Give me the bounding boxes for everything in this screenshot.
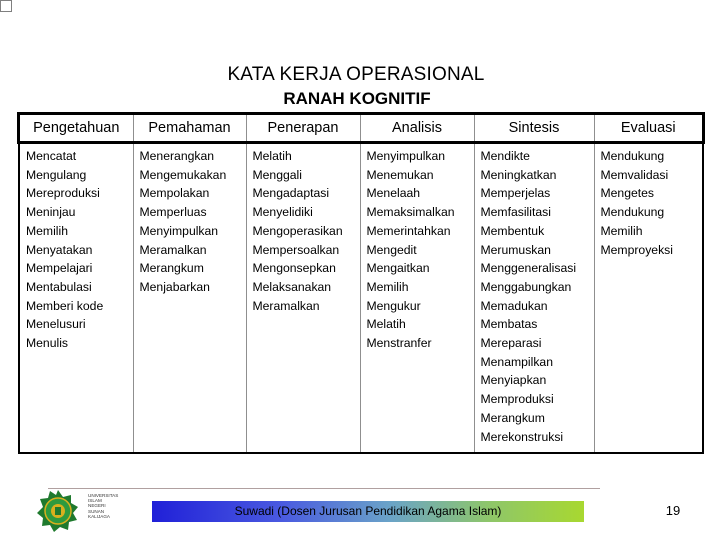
list-item: Mentabulasi — [26, 279, 92, 294]
list-item: Mempelajari — [26, 261, 93, 276]
column-header-pengetahuan: Pengetahuan — [19, 114, 133, 142]
list-item: Mempersoalkan — [252, 242, 340, 257]
list-item: Mendikte — [480, 149, 530, 163]
list-item: Memfasilitasi — [480, 205, 551, 220]
footer-gradient-bar — [152, 501, 584, 522]
list-item: Memerintahkan — [366, 223, 451, 238]
list-item: Melatih — [366, 317, 406, 332]
column-header-sintesis: Sintesis — [474, 114, 594, 142]
list-item: Menelaah — [366, 186, 421, 201]
list-item: Menemukan — [366, 167, 434, 182]
list-item: Melaksanakan — [252, 279, 332, 294]
corner-square-decoration — [0, 0, 12, 12]
list-item: Mengetes — [600, 186, 655, 201]
institution-name-line: SUNAN — [88, 508, 105, 514]
list-item: Menggali — [252, 167, 302, 182]
list-item: Memperluas — [139, 205, 207, 220]
institution-name-line: NEGERI — [88, 503, 106, 509]
list-item: Membatas — [480, 317, 538, 332]
list-item: Merekonstruksi — [480, 429, 564, 444]
column-cell-evaluasi — [594, 142, 703, 453]
list-item: Mendukung — [600, 149, 665, 163]
university-logo-icon — [36, 489, 80, 533]
list-item: Memaksimalkan — [366, 205, 455, 220]
list-item: Memadukan — [480, 298, 548, 313]
list-item: Mengulang — [26, 167, 87, 182]
list-item: Mengemukakan — [139, 167, 227, 182]
list-item: Merangkum — [139, 261, 204, 276]
list-item: Melatih — [252, 149, 292, 163]
column-cell-pemahaman — [133, 142, 246, 453]
footer-divider — [48, 488, 600, 489]
list-item: Meramalkan — [252, 298, 320, 313]
list-item: Mengonsepkan — [252, 261, 336, 276]
list-item: Memilih — [600, 223, 643, 238]
list-item: Menjabarkan — [139, 279, 210, 294]
list-item: Merangkum — [480, 410, 545, 425]
institution-name-line: KALIJAGA — [88, 513, 110, 519]
column-cell-sintesis — [474, 142, 594, 453]
column-header-analisis: Analisis — [360, 114, 474, 142]
footer-caption: Suwadi (Dosen Jurusan Pendidikan Agama Islam) — [234, 504, 502, 518]
list-item: Menerangkan — [139, 149, 215, 163]
list-item: Mengaitkan — [366, 261, 430, 276]
list-item: Menyimpulkan — [139, 223, 219, 238]
slide-title: KATA KERJA OPERASIONAL — [227, 64, 485, 85]
list-item: Menyatakan — [26, 242, 93, 257]
list-item: Memperjelas — [480, 186, 551, 201]
list-item: Menyimpulkan — [366, 149, 446, 163]
list-item: Mendukung — [600, 205, 665, 220]
column-header-evaluasi: Evaluasi — [594, 114, 703, 142]
list-item: Memilih — [26, 223, 68, 238]
list-item: Meninjau — [26, 205, 76, 220]
institution-name-line: ISLAM — [88, 498, 102, 504]
list-item: Menelusuri — [26, 317, 86, 332]
page-number: 19 — [665, 503, 681, 518]
list-item: Menyelidiki — [252, 205, 313, 220]
list-item: Menyiapkan — [480, 373, 547, 388]
institution-name-line: UNIVERSITAS — [88, 493, 119, 498]
column-header-penerapan: Penerapan — [246, 114, 360, 142]
list-item: Memvalidasi — [600, 167, 669, 182]
list-item: Mengedit — [366, 242, 417, 257]
slide-subtitle: RANAH KOGNITIF — [283, 89, 431, 108]
list-item: Menggabungkan — [480, 279, 572, 294]
column-cell-pengetahuan — [19, 142, 133, 453]
list-item: Membentuk — [480, 223, 545, 238]
list-item: Menampilkan — [480, 354, 553, 369]
list-item: Merumuskan — [480, 242, 551, 257]
list-item: Memberi kode — [26, 298, 104, 313]
list-item: Menggeneralisasi — [480, 261, 577, 276]
kata-kerja-table — [18, 113, 704, 454]
column-cell-analisis — [360, 142, 474, 453]
list-item: Menstranfer — [366, 336, 432, 351]
list-item: Meningkatkan — [480, 167, 557, 182]
list-item: Mereparasi — [480, 336, 542, 351]
list-item: Mengadaptasi — [252, 186, 330, 201]
institution-name — [88, 493, 148, 533]
table-header-row — [19, 114, 703, 142]
list-item: Memproduksi — [480, 392, 554, 407]
column-cell-penerapan — [246, 142, 360, 453]
column-header-pemahaman: Pemahaman — [133, 114, 246, 142]
list-item: Meramalkan — [139, 242, 207, 257]
list-item: Mengoperasikan — [252, 223, 343, 238]
list-item: Mereproduksi — [26, 186, 100, 201]
list-item: Mempolakan — [139, 186, 210, 201]
list-item: Memilih — [366, 279, 409, 294]
table-row — [19, 142, 703, 453]
list-item: Memproyeksi — [600, 242, 673, 257]
list-item: Menulis — [26, 336, 68, 351]
list-item: Mencatat — [26, 149, 77, 163]
list-item: Mengukur — [366, 298, 421, 313]
